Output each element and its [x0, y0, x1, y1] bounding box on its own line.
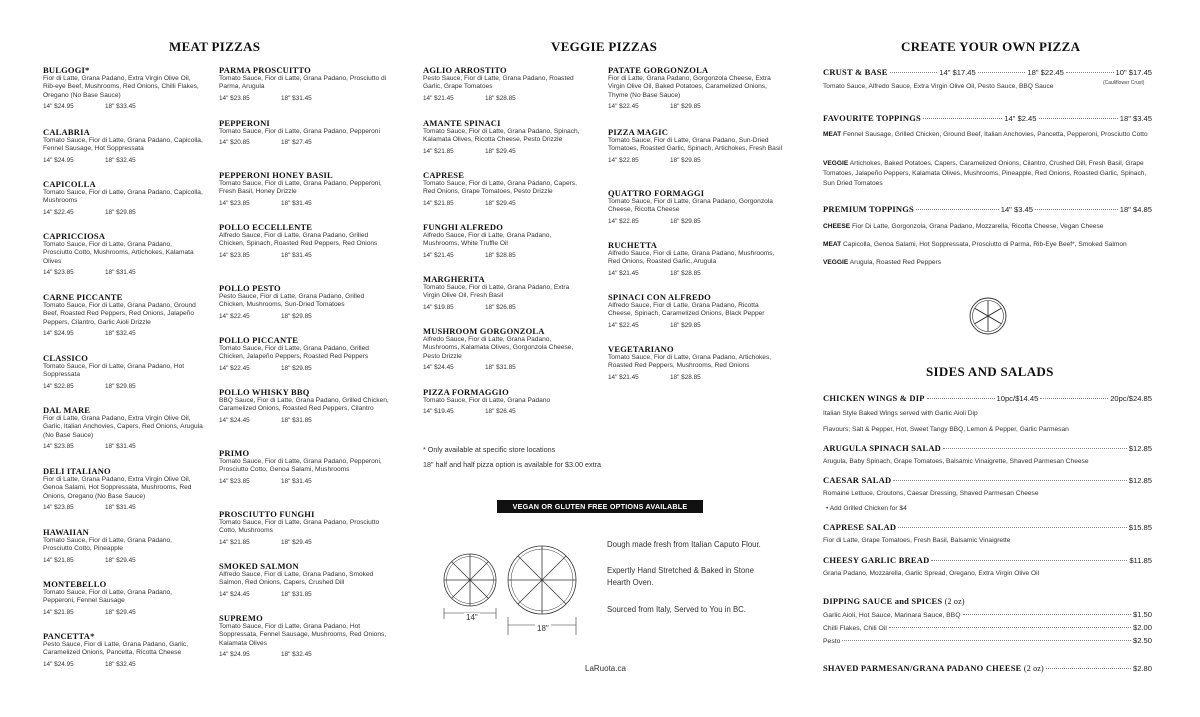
caesar-salad-row [823, 475, 1152, 485]
menu-item-price-18: 18" $29.45 [105, 556, 136, 564]
menu-item-price-18: 18" $31.45 [105, 442, 136, 450]
cheesy-bread-row [823, 555, 1152, 565]
menu-item-price-18: 18" $28.85 [485, 94, 516, 102]
menu-item-desc: Tomato Sauce, Fior di Latte, Grana Padano, Pepperoni, Fresh Basil, Honey Drizzle [219, 180, 382, 196]
menu-item-desc: Tomato Sauce, Fior di Latte, Grana Padano, Extra Virgin Olive Oil, Fresh Basil [423, 284, 570, 300]
menu-item [43, 466, 203, 511]
menu-item-name: SMOKED SALMON [219, 561, 299, 571]
store-availability-note: * Only available at specific store locations [423, 445, 556, 454]
crust-base-desc: Tomato Sauce, Alfredo Sauce, Extra Virgin Olive Oil, Pesto Sauce, BBQ Sauce [823, 83, 1054, 90]
menu-item-name: PARMA PROSCUITTO [219, 65, 311, 75]
menu-item-name: CARNE PICCANTE [43, 292, 123, 302]
feature-oven-line2: Hearth Oven. [607, 578, 654, 587]
menu-item-name: SPINACI CON ALFREDO [608, 292, 711, 302]
menu-item-name: CAPICOLLA [43, 179, 96, 189]
caesar-salad-label: CAESAR SALAD [823, 475, 892, 485]
menu-item-name: MONTEBELLO [43, 579, 107, 589]
dip-1-price: $1.50 [1132, 610, 1152, 619]
menu-item-name: CAPRICCIOSA [43, 231, 106, 241]
menu-item-price-18: 18" $29.85 [670, 217, 701, 225]
favourite-toppings-row [823, 113, 1152, 123]
menu-item-name: AGLIO ARROSTITO [423, 65, 507, 75]
menu-item [43, 65, 203, 110]
menu-item-price-18: 18" $29.85 [105, 382, 136, 390]
menu-item-desc: Alfredo Sauce, Fior di Latte, Grana Padano, Ricotta Cheese, Spinach, Caramelized Onions, Black Pepper [608, 302, 765, 318]
crust-base-label: CRUST & BASE [823, 67, 888, 77]
menu-item-price-18: 18" $28.85 [670, 269, 701, 277]
menu-item-name: PEPPERONI [219, 118, 270, 128]
menu-item-price-14: 14" $24.95 [43, 329, 74, 337]
menu-item-name: POLLO PICCANTE [219, 335, 299, 345]
menu-item-name: CALABRIA [43, 127, 90, 137]
premium-meat-list: MEAT Capicolla, Genoa Salami, Hot Soppressata, Prosciutto di Parma, Rib-Eye Beef*, Smoked Salmon [823, 241, 1127, 248]
website-link[interactable]: LaRuota.ca [585, 664, 626, 673]
menu-item-name: CLASSICO [43, 353, 89, 363]
premium-cheese-list: CHEESE Fior Di Latte, Gorgonzola, Grana Padano, Mozzarella, Ricotta Cheese, Vegan Cheese [823, 223, 1104, 230]
menu-item-price-18: 18" $31.45 [281, 94, 312, 102]
vegan-gluten-free-banner: VEGAN OR GLUTEN FREE OPTIONS AVAILABLE [497, 500, 703, 513]
menu-item [219, 118, 389, 146]
menu-item-name: BULGOGI* [43, 65, 90, 75]
menu-item [43, 292, 203, 337]
menu-item-price-18: 18" $31.45 [281, 199, 312, 207]
parmesan-label: SHAVED PARMESAN/GRANA PADANO CHEESE [823, 663, 1022, 673]
premium-toppings-label: PREMIUM TOPPINGS [823, 204, 914, 214]
dipping-sauce-label: DIPPING SAUCE and SPICES [823, 596, 943, 606]
menu-item-name: DAL MARE [43, 405, 91, 415]
arugula-salad-price: $12.85 [1128, 444, 1152, 453]
menu-item-name: PANCETTA* [43, 631, 95, 641]
menu-item-price-14: 14" $21.45 [608, 373, 639, 381]
meat-pizzas-title: MEAT PIZZAS [169, 39, 261, 54]
menu-item-price-14: 14" $22.45 [43, 208, 74, 216]
menu-item-desc: Pesto Sauce, Fior di Latte, Grana Padano, Roasted Garlic, Grape Tomatoes [423, 75, 574, 91]
crust-price-10: 10" $17.45 [1115, 68, 1153, 77]
menu-item [43, 353, 203, 390]
chicken-wings-desc: Italian Style Baked Wings served with Garlic Aioli Dip [823, 410, 978, 417]
menu-item-name: CAPRESE [423, 170, 465, 180]
menu-item-name: SUPREMO [219, 613, 263, 623]
menu-item-desc: Tomato Sauce, Fior di Latte, Grana Padano, Prosciutto Cotto, Pineapple [43, 537, 173, 553]
pizza-14-icon [444, 554, 496, 619]
menu-item [219, 561, 389, 598]
menu-item-price-18: 18" $32.45 [105, 156, 136, 164]
menu-item-desc: Tomato Sauce, Fior di Latte, Grana Padano, Sun-Dried Tomatoes, Roasted Garlic, Spinach, Artichokes, Fresh Basil [608, 137, 783, 153]
dip-2-price: $2.00 [1132, 623, 1152, 632]
menu-item-name: PATATE GORGONZOLA [608, 65, 709, 75]
cauliflower-note: (Cauliflower Crust) [1103, 80, 1145, 86]
menu-item [219, 222, 389, 259]
menu-item-name: PRIMO [219, 448, 250, 458]
menu-item-price-14: 14" $24.95 [43, 102, 74, 110]
favourite-price-18: 18" $3.45 [1119, 114, 1153, 123]
menu-item-price-14: 14" $24.95 [43, 660, 74, 668]
menu-item-name: VEGETARIANO [608, 344, 674, 354]
menu-item-price-18: 18" $26.85 [485, 303, 516, 311]
dip-2-name: Chilli Flakes, Chili Oil [823, 625, 887, 632]
menu-item [423, 65, 585, 102]
menu-item-price-14: 14" $22.45 [608, 321, 639, 329]
caesar-salad-price: $12.85 [1128, 476, 1152, 485]
menu-item-desc: Alfredo Sauce, Fior di Latte, Grana Padano, Mushrooms, White Truffle Oil [423, 232, 552, 248]
arugula-salad-desc: Arugula, Baby Spinach, Grape Tomatoes, Balsamic Vinaigrette, Shaved Parmesan Cheese [823, 458, 1089, 465]
menu-item-price-14: 14" $22.45 [608, 102, 639, 110]
dipping-sauce-size: (2 oz) [944, 597, 965, 606]
menu-item-name: PROSCIUTTO FUNGHI [219, 509, 315, 519]
menu-item [608, 240, 783, 277]
menu-item-desc: Fior di Latte, Grana Padano, Gorgonzola Cheese, Extra Virgin Olive Oil, Baked Potatoes, Caramelized Onions, Thyme (No Base Sauce) [608, 75, 771, 99]
menu-item-price-14: 14" $21.45 [423, 94, 454, 102]
menu-item-desc: Tomato Sauce, Fior di Latte, Grana Padano, Artichokes, Roasted Red Peppers, Mushrooms, Red Onions [608, 354, 772, 370]
menu-item-name: HAWAIIAN [43, 527, 89, 537]
menu-item [219, 613, 389, 658]
menu-item-name: QUATTRO FORMAGGI [608, 188, 705, 198]
menu-item-price-14: 14" $24.95 [43, 156, 74, 164]
caprese-salad-price: $15.85 [1128, 523, 1152, 532]
menu-item [219, 283, 389, 320]
menu-item-price-14: 14" $24.95 [219, 650, 250, 658]
menu-item-desc: Fior di Latte, Grana Padano, Extra Virgin Olive Oil, Genoa Salami, Hot Soppressata, Mushrooms, Red Onions, Oregano (No Base Sauce) [43, 476, 192, 500]
menu-item [608, 292, 783, 329]
menu-item-desc: Tomato Sauce, Fior di Latte, Grana Padano, Pepperoni, Fennel Sausage [43, 589, 173, 605]
crust-price-18: 18" $22.45 [1027, 68, 1064, 77]
chicken-wings-row [823, 393, 1152, 403]
crust-base-row [823, 67, 1152, 77]
menu-item-name: AMANTE SPINACI [423, 118, 501, 128]
menu-item-desc: Tomato Sauce, Fior di Latte, Grana Padano, Ground Beef, Roasted Red Peppers, Red Onions, Jalapeño Peppers, Cilantro, Garlic Aioli Drizzle [43, 302, 196, 326]
menu-item-price-14: 14" $23.85 [219, 199, 250, 207]
dipping-sauce-header [823, 596, 1152, 606]
dip-3-price: $2.50 [1132, 636, 1152, 645]
menu-item-desc: Pesto Sauce, Fior di Latte, Grana Padano, Garlic, Caramelized Onions, Pancetta, Ricotta Cheese [43, 641, 189, 657]
menu-item-desc: Tomato Sauce, Fior di Latte, Grana Padano, Gorgonzola Cheese, Ricotta Cheese [608, 198, 773, 214]
menu-item [423, 222, 585, 259]
feature-dough: Dough made fresh from Italian Caputo Flour. [607, 540, 761, 549]
menu-item-price-18: 18" $29.85 [281, 312, 312, 320]
menu-item-desc: Tomato Sauce, Fior di Latte, Grana Padano, Prosciutto Cotto, Mushrooms [219, 519, 380, 535]
menu-item [219, 387, 389, 424]
caesar-add-chicken: • Add Grilled Chicken for $4 [826, 505, 907, 512]
menu-item [608, 188, 783, 225]
menu-item [219, 65, 389, 102]
menu-item [219, 448, 389, 485]
menu-item-price-14: 14" $21.85 [423, 199, 454, 207]
menu-item-price-18: 18" $31.85 [281, 590, 312, 598]
menu-item-price-18: 18" $29.45 [105, 608, 136, 616]
menu-item [423, 274, 585, 311]
premium-toppings-row [823, 204, 1152, 214]
menu-item-desc: Alfredo Sauce, Fior di Latte, Grana Padano, Mushrooms, Red Onions, Roasted Garlic, Arugula [608, 250, 775, 266]
chicken-wings-label: CHICKEN WINGS & DIP [823, 393, 925, 403]
menu-item-name: POLLO ECCELLENTE [219, 222, 313, 232]
menu-item-name: POLLO WHISKY BBQ [219, 387, 310, 397]
menu-item-name: PEPPERONI HONEY BASIL [219, 170, 333, 180]
menu-item-price-14: 14" $21.85 [423, 147, 454, 155]
menu-item [608, 344, 783, 381]
premium-price-14: 14" $3.45 [1000, 205, 1033, 214]
chicken-wings-flavours: Flavours; Salt & Pepper, Hot, Sweet Tangy BBQ, Lemon & Pepper, Garlic Parmesan [823, 426, 1069, 433]
parmesan-row [823, 663, 1152, 673]
favourite-price-14: 14" $2.45 [1004, 114, 1037, 123]
menu-item-price-18: 18" $31.85 [281, 416, 312, 424]
dip-3-name: Pesto [823, 638, 841, 645]
menu-item [43, 579, 203, 616]
menu-item-price-14: 14" $22.85 [608, 156, 639, 164]
dip-row-1 [823, 610, 1152, 619]
menu-item-price-14: 14" $20.85 [219, 139, 250, 147]
dip-row-3 [823, 636, 1152, 645]
menu-item-price-18: 18" $29.45 [485, 147, 516, 155]
menu-item-price-14: 14" $23.85 [219, 251, 250, 259]
sides-salads-title: SIDES AND SALADS [926, 364, 1054, 379]
menu-item-desc: Alfredo Sauce, Fior di Latte, Grana Padano, Mushrooms, Kalamata Olives, Gorgonzola Cheese, Pesto Drizzle [423, 336, 574, 360]
dip-1-name: Garlic Aioli, Hot Sauce, Marinara Sauce, BBQ [823, 612, 961, 619]
menu-item-price-14: 14" $22.45 [219, 364, 250, 372]
menu-item-desc: Tomato Sauce, Fior di Latte, Grana Padano, Hot Soppressata [43, 363, 185, 379]
menu-item-price-14: 14" $23.85 [43, 503, 74, 511]
menu-item-price-14: 14" $21.85 [219, 538, 250, 546]
menu-item-price-18: 18" $29.85 [281, 364, 312, 372]
pizza-14-label: 14" [466, 613, 478, 622]
cheesy-bread-label: CHEESY GARLIC BREAD [823, 555, 930, 565]
menu-item-price-14: 14" $21.85 [43, 608, 74, 616]
menu-item-price-18: 18" $31.45 [281, 251, 312, 259]
parmesan-price: $2.80 [1132, 664, 1152, 673]
menu-item-price-14: 14" $19.45 [423, 408, 454, 416]
parmesan-size: (2 oz) [1023, 664, 1044, 673]
menu-item-price-14: 14" $23.85 [219, 94, 250, 102]
menu-item-desc: Tomato Sauce, Fior di Latte, Grana Padano, Pepperoni, Prosciutto Cotto, Genoa Salami, Mushrooms [219, 458, 382, 474]
menu-item-price-18: 18" $31.45 [105, 503, 136, 511]
menu-item-price-14: 14" $24.45 [423, 363, 454, 371]
menu-item-price-18: 18" $28.85 [670, 373, 701, 381]
menu-item-price-14: 14" $22.85 [43, 382, 74, 390]
menu-item-desc: Tomato Sauce, Fior di Latte, Grana Padano, Capicolla, Fennel Sausage, Hot Soppressata [43, 137, 203, 153]
favourite-toppings-label: FAVOURITE TOPPINGS [823, 113, 921, 123]
wheel-logo-icon [968, 296, 1008, 336]
menu-item-desc: Tomato Sauce, Fior di Latte, Grana Padano, Capers, Red Onions, Grape Tomatoes, Pesto Drizzle [423, 180, 577, 196]
pizza-18-icon [508, 546, 576, 635]
caprese-salad-label: CAPRESE SALAD [823, 522, 897, 532]
menu-item [43, 405, 203, 450]
crust-price-14: 14" $17.45 [939, 68, 976, 77]
menu-item-name: MUSHROOM GORGONZOLA [423, 326, 545, 336]
menu-item-desc: BBQ Sauce, Fior di Latte, Grana Padano, Grilled Chicken, Caramelized Onions, Roasted Red Peppers, Cilantro [219, 397, 389, 413]
menu-item [219, 170, 389, 207]
arugula-salad-label: ARUGULA SPINACH SALAD [823, 443, 942, 453]
pizza-18-label: 18" [537, 624, 549, 633]
menu-item-name: PIZZA FORMAGGIO [423, 387, 509, 397]
menu-item [423, 387, 585, 415]
menu-item-desc: Fior di Latte, Grana Padano, Extra Virgin Olive Oil, Garlic, Italian Anchovies, Capers, Red Onions, Arugula (No Base Sauce) [43, 415, 203, 439]
caesar-salad-desc: Romaine Lettuce, Croutons, Caesar Dressing, Shaved Parmesan Cheese [823, 490, 1039, 497]
menu-item-name: MARGHERITA [423, 274, 485, 284]
menu-item-price-14: 14" $23.85 [43, 268, 74, 276]
menu-item-price-18: 18" $29.45 [485, 199, 516, 207]
menu-item-price-14: 14" $21.45 [608, 269, 639, 277]
wings-price-20pc: 20pc/$24.85 [1110, 394, 1152, 403]
menu-item-price-18: 18" $32.45 [105, 660, 136, 668]
menu-item-price-18: 18" $29.45 [281, 538, 312, 546]
menu-item-price-14: 14" $21.45 [423, 251, 454, 259]
menu-item [43, 231, 203, 276]
menu-item-price-14: 14" $19.85 [423, 303, 454, 311]
wings-price-10pc: 10pc/$14.45 [996, 394, 1039, 403]
menu-item [423, 326, 585, 371]
menu-item-desc: Pesto Sauce, Fior di Latte, Grana Padano, Grilled Chicken, Mushrooms, Sun-Dried Tomatoes [219, 293, 365, 309]
veggie-pizzas-title: VEGGIE PIZZAS [551, 39, 658, 54]
menu-item-price-18: 18" $28.85 [485, 251, 516, 259]
menu-item-price-18: 18" $31.85 [485, 363, 516, 371]
menu-item-price-14: 14" $23.85 [43, 442, 74, 450]
cheesy-bread-price: $11.85 [1129, 556, 1152, 565]
menu-item [423, 170, 585, 207]
menu-item-price-18: 18" $32.45 [105, 329, 136, 337]
menu-item [608, 127, 783, 164]
menu-item-price-14: 14" $22.85 [608, 217, 639, 225]
menu-item-name: PIZZA MAGIC [608, 127, 669, 137]
menu-item [608, 65, 783, 110]
menu-item-desc: Tomato Sauce, Fior di Latte, Grana Padano [423, 397, 551, 404]
menu-item [219, 509, 389, 546]
menu-item-name: RUCHETTA [608, 240, 658, 250]
menu-item-price-18: 18" $26.45 [485, 408, 516, 416]
menu-item-price-18: 18" $27.45 [281, 139, 312, 147]
caprese-salad-desc: Fior di Latte, Grape Tomatoes, Fresh Basil, Balsamic Vinaigrette [823, 537, 1011, 544]
premium-price-18: 18" $4.85 [1119, 205, 1152, 214]
premium-veggie-list: VEGGIE Arugula, Roasted Red Peppers [823, 259, 942, 266]
dip-row-2 [823, 623, 1152, 632]
favourite-meat-list: MEAT Fennel Sausage, Grilled Chicken, Ground Beef, Italian Anchovies, Pancetta, Pepperoni, Prosciutto Cotto [823, 131, 1148, 138]
menu-item [43, 527, 203, 564]
menu-item-price-14: 14" $24.45 [219, 416, 250, 424]
feature-sourced: Sourced from Italy, Served to You in BC. [607, 605, 746, 614]
menu-item-name: DELI ITALIANO [43, 466, 111, 476]
menu-item-desc: Tomato Sauce, Fior di Latte, Grana Padano, Prosciutto di Parma, Arugula [219, 75, 387, 91]
menu-item-price-18: 18" $29.85 [670, 321, 701, 329]
pizza-size-diagram [438, 535, 590, 637]
caprese-salad-row [823, 522, 1152, 532]
cheesy-bread-desc: Grana Padano, Mozzarella, Garlic Spread, Oregano, Extra Virgin Olive Oil [823, 570, 1040, 577]
menu-item-desc: Tomato Sauce, Fior di Latte, Grana Padano, Prosciutto Cotto, Mushrooms, Artichokes, Kalamata Olives [43, 241, 194, 265]
menu-item-desc: Tomato Sauce, Fior di Latte, Grana Padano, Grilled Chicken, Jalapeño Peppers, Roasted Red Peppers [219, 345, 369, 361]
menu-item-desc: Alfredo Sauce, Fior di Latte, Grana Padano, Grilled Chicken, Spinach, Roasted Red Peppers, Red Onions [219, 232, 378, 248]
menu-item [43, 127, 203, 164]
menu-item-name: POLLO PESTO [219, 283, 281, 293]
menu-item-price-18: 18" $33.45 [105, 102, 136, 110]
menu-item [43, 631, 203, 668]
menu-item-price-18: 18" $29.85 [670, 156, 701, 164]
menu-item-price-18: 18" $29.85 [670, 102, 701, 110]
menu-item-price-14: 14" $24.45 [219, 590, 250, 598]
menu-item-desc: Tomato Sauce, Fior di Latte, Grana Padano, Spinach, Kalamata Olives, Ricotta Cheese, Pesto Drizzle [423, 128, 580, 144]
menu-item-desc: Fior di Latte, Grana Padano, Extra Virgin Olive Oil, Rib-eye Beef, Mushrooms, Red Onions, Chilli Flakes, Oregano (No Base Sauce) [43, 75, 199, 99]
menu-item-desc: Tomato Sauce, Fior di Latte, Grana Padano, Capicolla, Mushrooms [43, 189, 203, 205]
menu-item [423, 118, 585, 155]
menu-item-desc: Alfredo Sauce, Fior di Latte, Grana Padano, Smoked Salmon, Red Onions, Capers, Crushed Dill [219, 571, 374, 587]
menu-item-price-18: 18" $31.45 [281, 477, 312, 485]
menu-item-price-18: 18" $32.45 [281, 650, 312, 658]
menu-item-desc: Tomato Sauce, Fior di Latte, Grana Padano, Pepperoni [219, 128, 380, 135]
menu-item-price-14: 14" $21.85 [43, 556, 74, 564]
menu-item [43, 179, 203, 216]
menu-item-price-18: 18" $29.85 [105, 208, 136, 216]
favourite-veggie-list: VEGGIE Artichokes, Baked Potatoes, Capers, Caramelized Onions, Cilantro, Crushed Dill, Fresh Basil, Grape Tomatoes, Jalapeño Peppers, Kalamata Olives, Mushrooms, Pineapple, Red Onions, Roasted Garlic, Spinach, Sun Dried Tomatoes [823, 160, 1147, 187]
menu-item-price-18: 18" $31.45 [105, 268, 136, 276]
half-and-half-note: 18" half and half pizza option is available for $3.00 extra [423, 460, 601, 469]
feature-oven-line1: Expertly Hand Stretched & Baked in Stone [607, 566, 754, 575]
menu-item-desc: Tomato Sauce, Fior di Latte, Grana Padano, Hot Soppressata, Fennel Sausage, Mushrooms, Red Onions, Kalamata Olives [219, 623, 387, 647]
menu-item-name: FUNGHI ALFREDO [423, 222, 504, 232]
menu-item-price-14: 14" $23.85 [219, 477, 250, 485]
menu-item [219, 335, 389, 372]
menu-item-price-14: 14" $22.45 [219, 312, 250, 320]
arugula-salad-row [823, 443, 1152, 453]
create-your-own-title: CREATE YOUR OWN PIZZA [901, 39, 1081, 54]
